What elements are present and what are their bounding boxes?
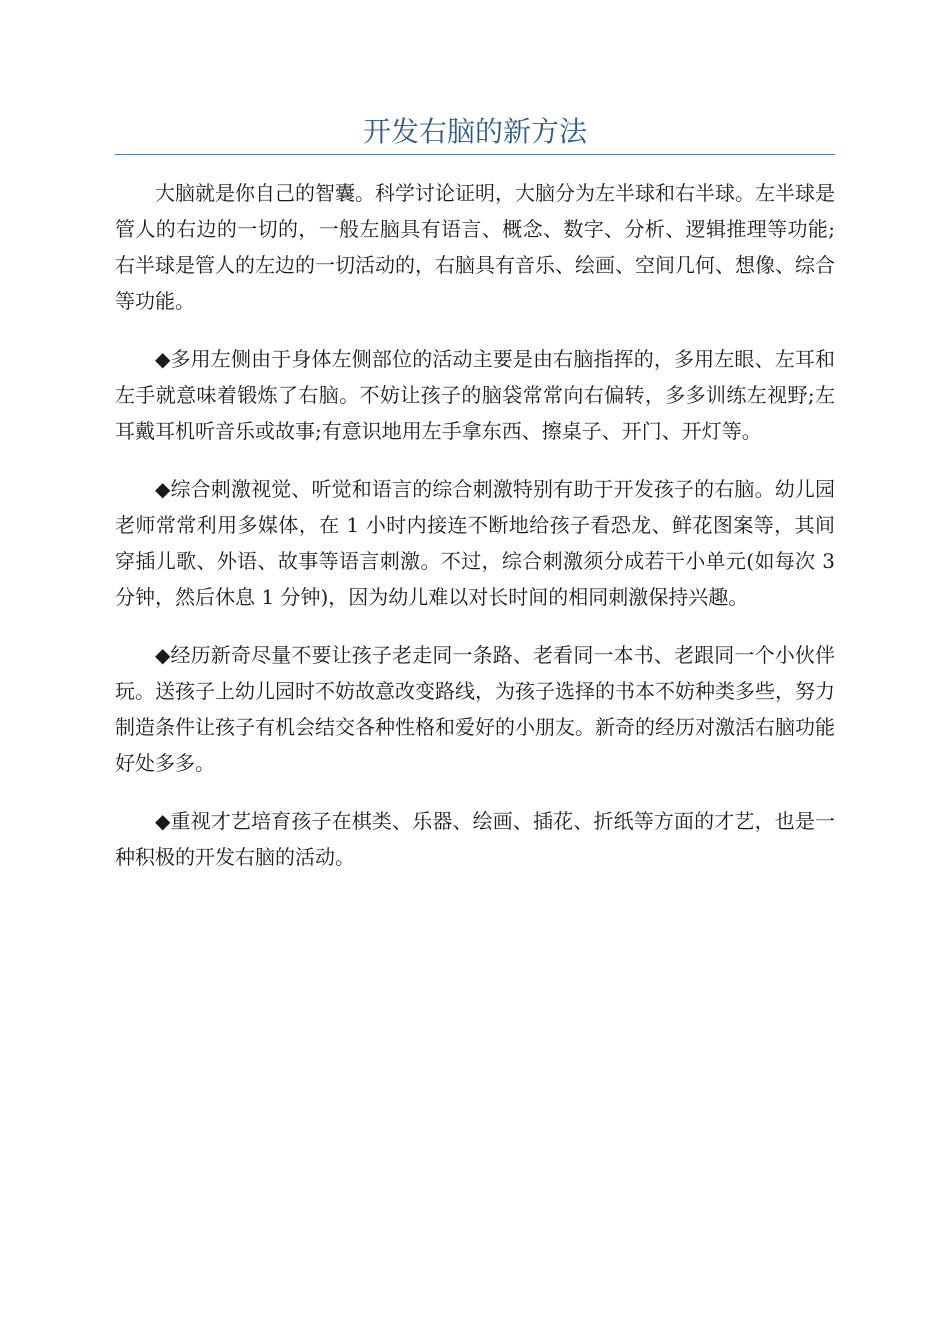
- paragraph-use-left-side: ◆多用左侧由于身体左侧部位的活动主要是由右脑指挥的，多用左眼、左耳和左手就意味着锻炼了右脑。不妨让孩子的脑袋常常向右偏转，多多训练左视野;左耳戴耳机听音乐或故事;有意识地用左手拿东西、擦桌子、开门、开灯等。: [115, 347, 835, 443]
- title-underline: [115, 154, 835, 155]
- paragraph-novel-experience: ◆经历新奇尽量不要让孩子老走同一条路、老看同一本书、老跟同一个小伙伴玩。送孩子上幼儿园时不妨故意改变路线，为孩子选择的书本不妨种类多些，努力制造条件让孩子有机会结交各种性格和爱好的小朋友。新奇的经历对激活右脑功能好处多多。: [115, 643, 835, 775]
- document-body: [115, 175, 835, 897]
- paragraph-talent-training: ◆重视才艺培育孩子在棋类、乐器、绘画、插花、折纸等方面的才艺，也是一种积极的开发右脑的活动。: [115, 809, 835, 869]
- document-title: 开发右脑的新方法: [362, 115, 587, 148]
- paragraph-intro: 大脑就是你自己的智囊。科学讨论证明，大脑分为左半球和右半球。左半球是管人的右边的一切的，一般左脑具有语言、概念、数字、分析、逻辑推理等功能;右半球是管人的左边的一切活动的，右脑具有音乐、绘画、空间几何、想像、综合等功能。: [115, 181, 835, 313]
- paragraph-combined-stimulation: ◆综合刺激视觉、听觉和语言的综合刺激特别有助于开发孩子的右脑。幼儿园老师常常利用多媒体，在 1 小时内接连不断地给孩子看恐龙、鲜花图案等，其间穿插儿歌、外语、故事等语言刺激。不过，综合刺激须分成若干小单元(如每次 3 分钟，然后休息 1 分钟)，因为幼儿难以对长时间的相同刺激保持兴趣。: [115, 477, 835, 609]
